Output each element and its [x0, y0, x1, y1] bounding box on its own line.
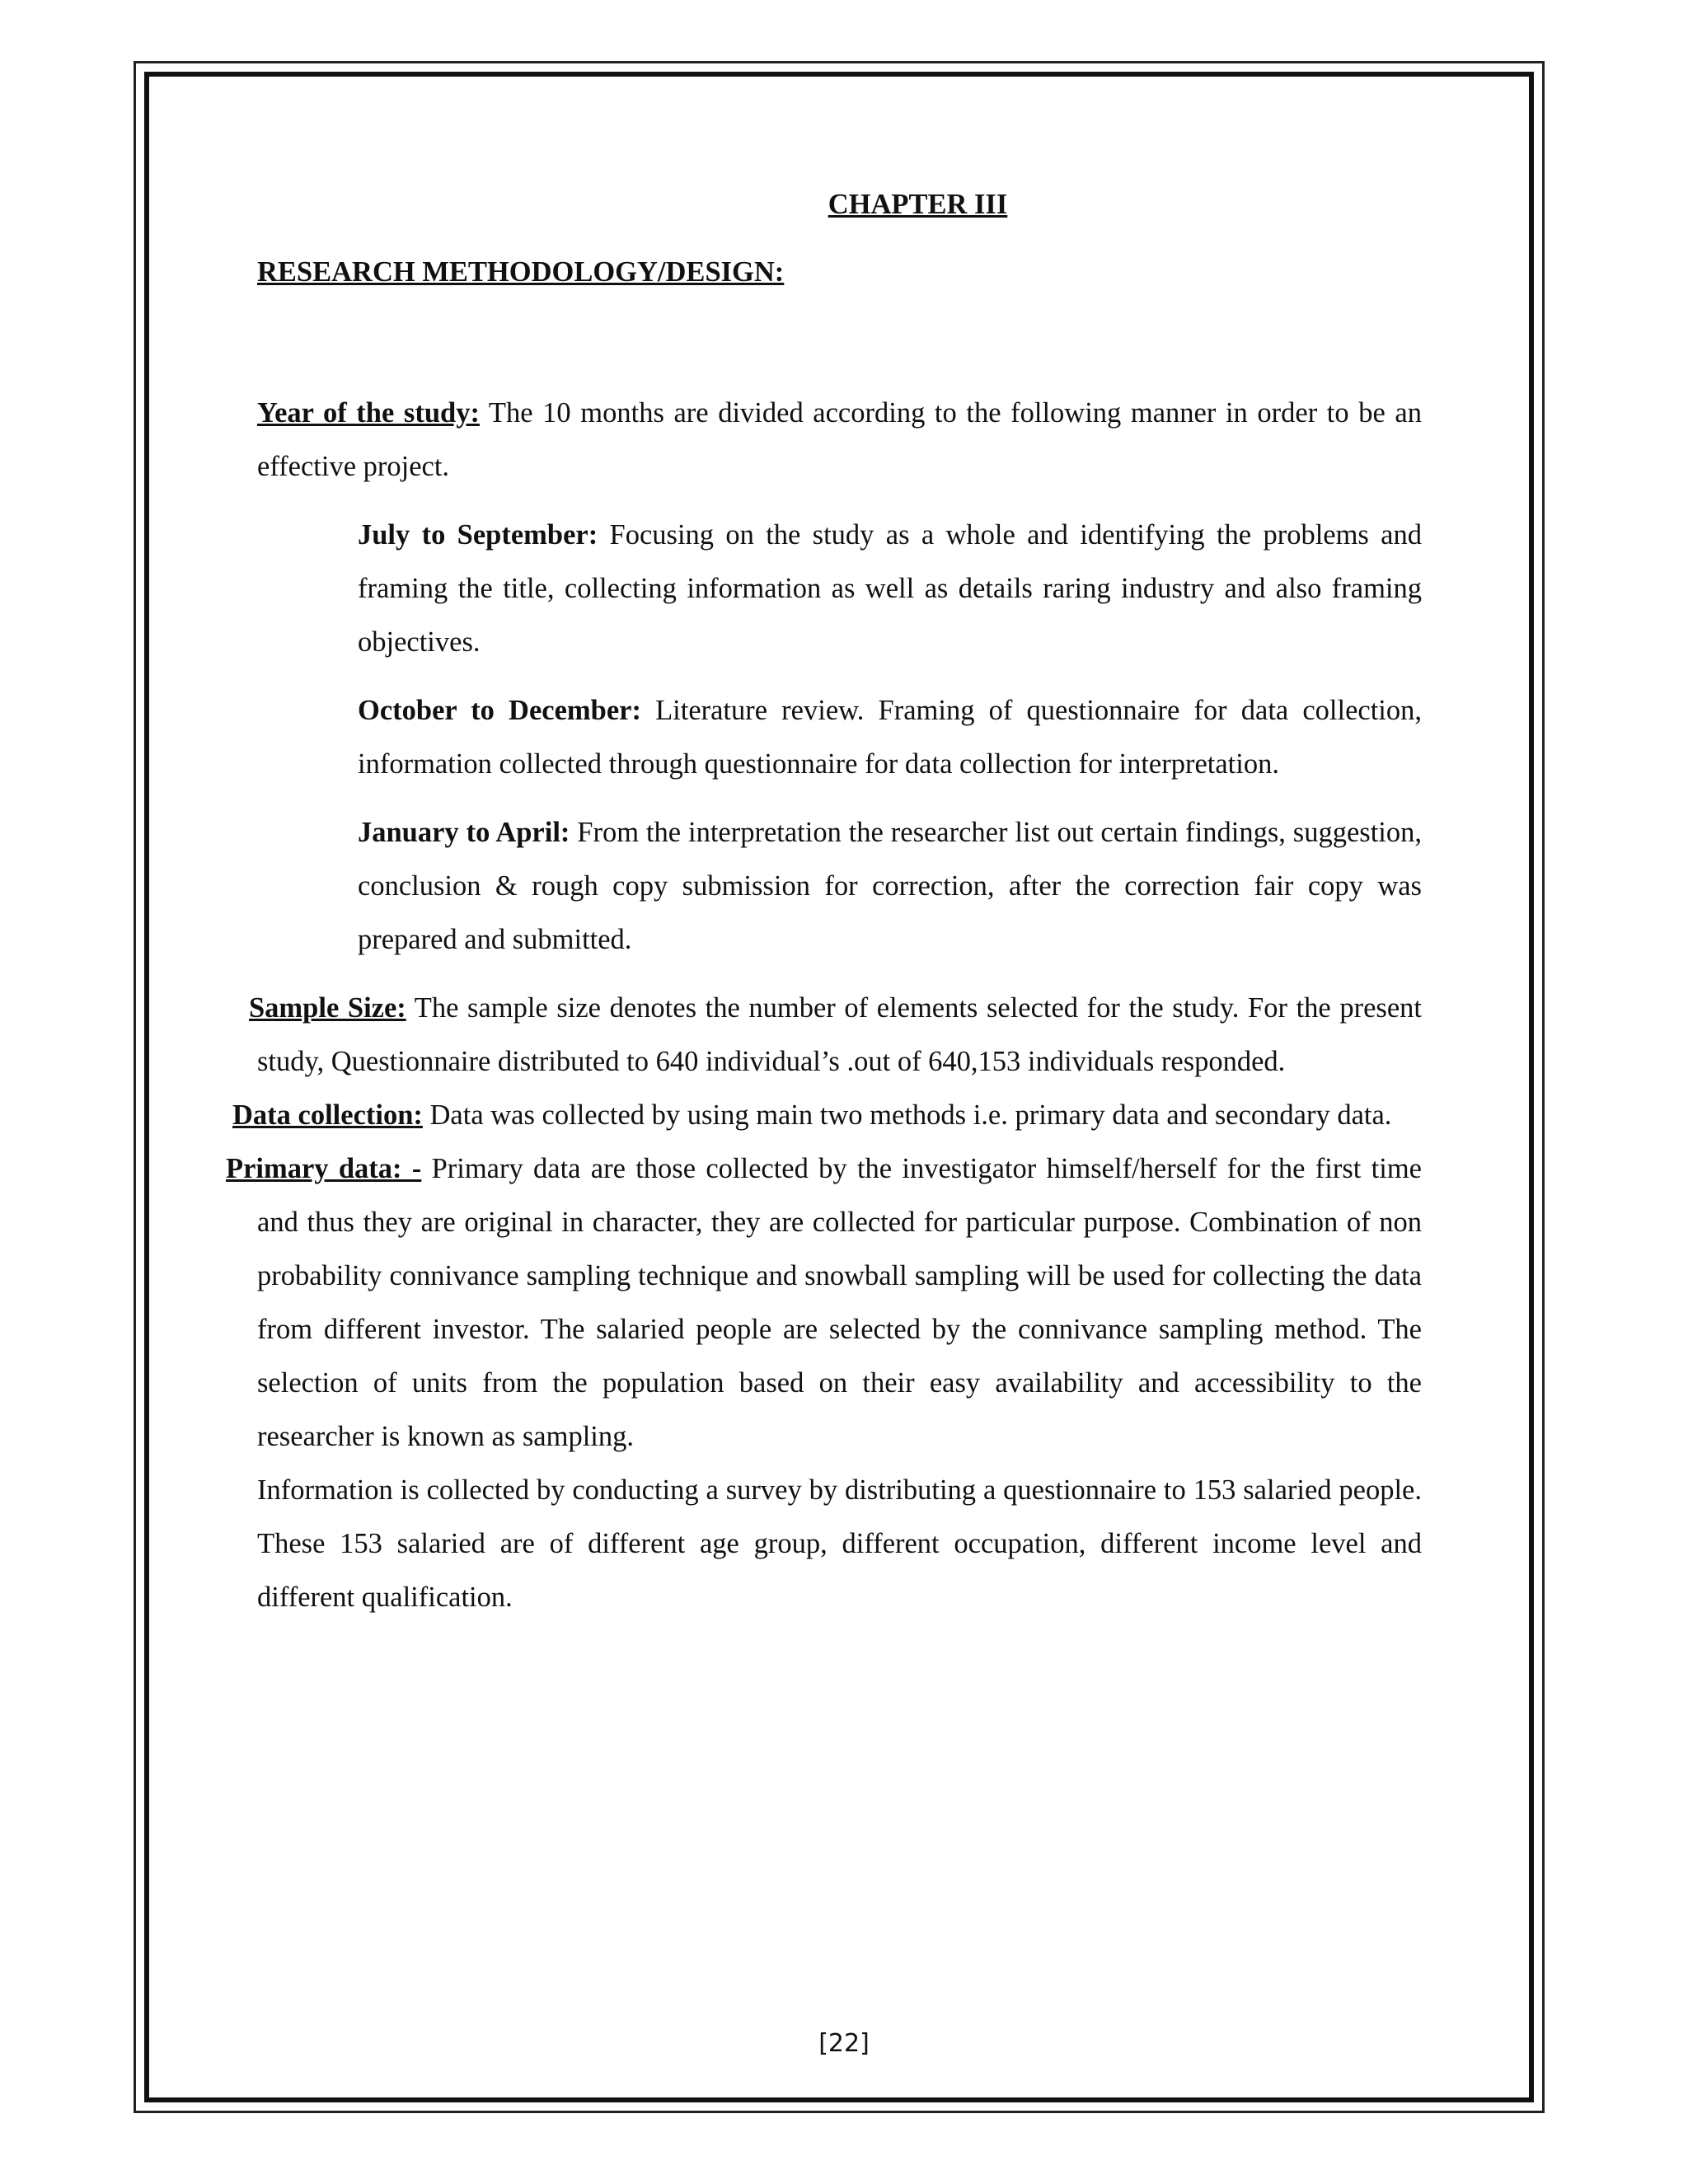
page-content: [226, 183, 1422, 1624]
period-october-december: [358, 684, 1422, 791]
period-label: July to September:: [358, 519, 598, 551]
primary-data-text: Primary data are those collected by the investigator himself/herself for the first time and thus they are original in character, they are collected for particular purpose. Combination of non probability connivance sampling technique and snowball sampling will be used for collecting the data from different investor. The salaried people are selected by the connivance sampling method. The selection of units from the population based on their easy availability and accessibility to the researcher is known as sampling.: [257, 1153, 1422, 1452]
primary-data-label: Primary data: -: [226, 1153, 422, 1184]
year-of-study-label: Year of the study:: [257, 397, 480, 429]
period-text: From the interpretation the researcher list out certain findings, suggestion, conclusion & rough copy submission for correction, after the correction fair copy was prepared and submitted.: [358, 817, 1422, 955]
data-collection-text: Data was collected by using main two methods i.e. primary data and secondary data.: [422, 1099, 1392, 1131]
chapter-title: CHAPTER III: [828, 189, 1008, 220]
period-text: Focusing on the study as a whole and identifying the problems and framing the title, collecting information as well as details raring industry and also framing objectives.: [358, 519, 1422, 658]
information-paragraph: Information is collected by conducting a survey by distributing a questionnaire to 153 salaried people. These 153 salaried are of different age group, different occupation, different income level and different qualification.: [257, 1474, 1422, 1613]
period-label: October to December:: [358, 695, 641, 726]
period-label: January to April:: [358, 817, 570, 848]
sample-size-label: Sample Size:: [249, 992, 406, 1024]
data-collection-label: Data collection:: [232, 1099, 423, 1131]
period-january-april: [358, 806, 1422, 967]
period-text: Literature review. Framing of questionnaire for data collection, information collected through questionnaire for data collection for interpretation.: [358, 695, 1422, 780]
year-of-study-text: The 10 months are divided according to the following manner in order to be an effective project.: [257, 397, 1422, 482]
sample-size-paragraph: [249, 982, 1422, 1089]
data-collection-paragraph: [232, 1089, 1422, 1142]
year-of-study-paragraph: [257, 387, 1422, 494]
primary-data-paragraph: [226, 1142, 1422, 1464]
section-heading: RESEARCH METHODOLOGY/DESIGN:: [257, 256, 785, 288]
sample-size-text: The sample size denotes the number of elements selected for the study. For the present study, Questionnaire distributed to 640 individual’s .out of 640,153 individuals responded.: [257, 992, 1422, 1077]
period-july-september: [358, 509, 1422, 669]
page-number: [22]: [818, 2029, 870, 2058]
